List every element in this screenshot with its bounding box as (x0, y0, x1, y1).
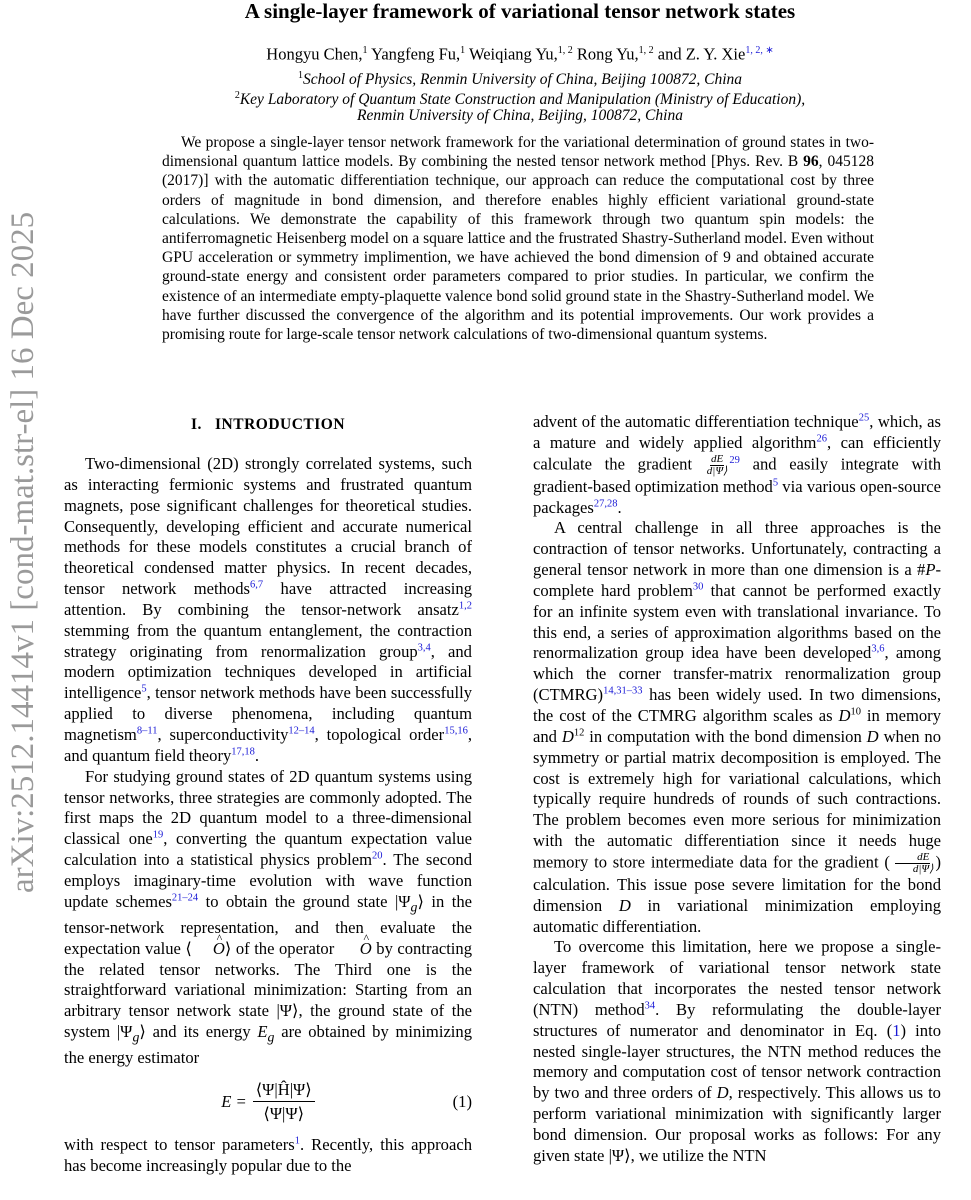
citation-link[interactable]: 3,6 (871, 643, 885, 655)
citation-link[interactable]: 5 (772, 477, 779, 489)
section-number: I. (190, 416, 202, 433)
math: ^ O (339, 939, 372, 960)
text: ⟩ in the tensor-network representation, and then evaluate the expectation value ⟨ (64, 891, 472, 958)
text: -complete hard problem (533, 560, 941, 600)
equation-numerator: ⟨Ψ|Ĥ|Ψ⟩ (253, 1080, 315, 1102)
affil-text: Renmin University of China, Beijing, 100872, China (357, 107, 683, 124)
text: . (617, 497, 622, 517)
text: advent of the automatic differentiation technique (533, 412, 859, 431)
equation-link[interactable]: 1 (892, 1020, 901, 1040)
affil-text: Key Laboratory of Quantum State Construction and Manipulation (Ministry of Education), (239, 91, 806, 109)
citation-link[interactable]: 25 (858, 412, 870, 424)
math: D (866, 726, 879, 746)
paragraph (64, 1135, 472, 1177)
equation-fraction (253, 1080, 315, 1124)
paragraph (64, 454, 472, 767)
citation-link[interactable]: 20 (372, 850, 383, 862)
math: d|Ψ⟩ (912, 862, 934, 875)
text: , and modern optimization techniques developed in artificial intelligence (64, 641, 472, 703)
author: Hongyu Chen, (266, 44, 363, 64)
paragraph (533, 518, 941, 937)
text: has been widely used. In two dimensions, the cost of the CTMRG algorithm scales as (533, 685, 941, 725)
author-affil-mark: 1 (362, 45, 368, 56)
abstract-text: We propose a single-layer tensor network framework for the variational determination of ground states in two-dimensional quantum lattice models. By combining the nested tensor network method [Phys. Rev. B (162, 134, 874, 171)
citation-link[interactable]: 34 (644, 1000, 656, 1012)
citation-link[interactable]: 3,4 (417, 642, 431, 654)
text: ⟩ of the operator (224, 938, 339, 958)
math: E (257, 1022, 268, 1042)
text: by contracting the related tensor networks. The Third one is the straightforward variational minimization: Starting from an arbitrary tensor network state |Ψ⟩, the ground state of the system |Ψ (64, 938, 473, 1042)
citation-link[interactable]: 8–11 (136, 725, 158, 737)
citation-link[interactable]: 5 (141, 683, 147, 695)
paragraph (533, 937, 941, 1166)
arxiv-identifier: arXiv:2512.14414v1 [cond-mat.str-el] 16 Dec 2025 (5, 211, 41, 893)
text: , respectively. This allows us to perform variational minimization with significantly larger bond dimension. Our proposal works as follows: For any given state |Ψ⟩, we utilize the NTN (533, 1083, 941, 1165)
text: ⟩ and its energy (139, 1022, 258, 1042)
citation-link[interactable]: 12–14 (288, 725, 315, 737)
section-heading (64, 415, 472, 435)
equation-1 (64, 1073, 472, 1131)
math: D (838, 705, 851, 725)
text: when no symmetry or partial matrix decomposition is employed. The cost is extremely high for variational calculations, which typically require hundreds of rounds of such contractions. The problem becomes even more serious for minimization with the automatic differentiation since it needs huge memory to store intermediate data for the gradient ( (533, 726, 942, 872)
text: . By reformulating the double-layer structures of numerator and denominator in Eq. ( (533, 999, 941, 1040)
abstract-volume: 96 (803, 153, 819, 171)
math: g (410, 899, 418, 915)
citation-link[interactable]: 26 (816, 433, 827, 445)
text: ) calculation. This issue pose severe limitation for the bond dimension (533, 852, 941, 915)
section-title: INTRODUCTION (215, 416, 346, 433)
math: 10 (850, 706, 861, 718)
left-column (64, 415, 472, 1177)
text: stemming from the quantum entanglement, the contraction strategy originating from renormalization group (64, 620, 472, 661)
text: , among which the corner transfer-matrix renormalization group (CTMRG) (533, 643, 941, 705)
text: that cannot be performed exactly for an infinite system even with translational invariance. To this end, a series of approximation algorithms based on the renormalization group idea have been developed (533, 580, 941, 663)
equation-number: (1) (452, 1091, 472, 1111)
affiliation-2-cont (80, 106, 960, 126)
math: g (132, 1029, 140, 1045)
gradient-fraction (707, 454, 728, 477)
authors-and: and (657, 44, 682, 64)
text: are obtained by minimizing the energy estimator (64, 1022, 473, 1068)
text: For studying ground states of 2D quantum systems using tensor networks, three strategies are commonly adopted. The first maps the 2D quantum model to a three-dimensional classical one (64, 766, 472, 849)
paper-title: A single-layer framework of variational tensor network states (244, 0, 796, 23)
affil-mark: 2 (234, 90, 240, 101)
author-affil-mark: 1 (460, 45, 466, 56)
equation-denominator: ⟨Ψ|Ψ⟩ (263, 1104, 305, 1124)
author: Weiqiang Yu, (468, 44, 558, 64)
text: A central challenge in all three approaches is the contraction of tensor networks. Unfortunately, contracting a general tensor network in more than one dimension is a # (533, 518, 941, 580)
math: g (267, 1029, 275, 1045)
right-column (533, 412, 941, 1167)
citation-link[interactable]: 21–24 (171, 892, 199, 904)
abstract-text: , 045128 (2017)] with the automatic differentiation technique, our approach can reduce the computational cost by three orders of magnitude in bond dimension, and therefore enables highly efficient variational ground-state calculations. We demonstrate the capability of this framework through two quantum spin models: the antiferromagnetic Heisenberg model on a square lattice and the frustrated Shastry-Sutherland model. Even without GPU acceleration or symmetry implimention, we have achieved the bond dimension of 9 and obtained accurate ground-state energy and consistent order parameters compared to prior studies. In particular, we confirm the existence of an intermediate empty-plaquette valence bond solid ground state in the Shastry-Sutherland model. We have further discussed the convergence of the algorithm and its potential improvements. Our work provides a promising route for large-scale tensor network calculations of two-dimensional quantum systems. (162, 153, 874, 344)
text: To overcome this limitation, here we propose a single-layer framework of variational tensor network state calculation that incorporates the nested tensor network (NTN) method (533, 937, 941, 1019)
text: , can efficiently calculate the gradient (533, 432, 941, 473)
text: via various open-source packages (533, 476, 941, 517)
text: . The second employs imaginary-time evolution with wave function update schemes (64, 850, 472, 911)
text: and easily integrate with gradient-based optimization method (533, 454, 941, 496)
text: . Recently, this approach has become increasingly popular due to the (64, 1135, 472, 1175)
text: to obtain the ground state |Ψ (198, 891, 411, 911)
abstract (162, 133, 874, 344)
text: in memory and (533, 705, 941, 746)
equation-lhs: E = (221, 1091, 247, 1111)
math: ^ O (192, 939, 225, 960)
citation-link[interactable]: 1,2 (458, 600, 472, 612)
author-affil-mark: 1, 2 (557, 45, 573, 56)
citation-link[interactable]: 29 (729, 454, 740, 466)
text: , topological order (314, 724, 445, 744)
affil-text: School of Physics, Renmin University of China, Beijing 100872, China (302, 71, 743, 89)
citation-link[interactable]: 15,16 (444, 725, 468, 737)
author-affil-mark: 1, 2 (638, 45, 654, 56)
author: Yangfeng Fu, (371, 44, 461, 64)
citation-link[interactable]: 6,7 (250, 579, 264, 591)
text: in variational minimization employing automatic differentiation. (533, 895, 941, 936)
math: D (561, 726, 574, 746)
gradient-fraction (892, 852, 934, 875)
author: Rong Yu, (576, 44, 639, 64)
citation-link[interactable]: 14,31–33 (603, 685, 643, 697)
math: 12 (573, 727, 585, 739)
text: have attracted increasing attention. By combining the tensor-network ansatz (64, 579, 472, 619)
text: , which, as a mature and widely applied algorithm (533, 412, 941, 452)
text: with respect to tensor parameters (64, 1135, 295, 1155)
text: Two-dimensional (2D) strongly correlated systems, such as interacting fermionic systems and frustrated quantum magnets, pose significant challenges for theoretical studies. Consequently, developing efficient and accurate numerical methods for these models constitutes a crucial branch of theoretical condensed matter physics. In recent decades, tensor network methods (64, 454, 472, 599)
math: d|Ψ⟩ (706, 464, 728, 477)
math: dE (895, 852, 930, 864)
text: ) into nested single-layer structures, the NTN method reduces the memory and computation cost of tensor network contraction by two and three orders of (533, 1020, 941, 1103)
paragraph (64, 767, 472, 1069)
citation-link[interactable]: 1 (294, 1135, 300, 1147)
paragraph (533, 412, 941, 518)
math: D (716, 1083, 729, 1103)
citation-link[interactable]: 30 (692, 581, 704, 593)
author: Z. Y. Xie (685, 44, 746, 64)
text: , tensor network methods have been successfully applied to diverse phenomena, including quantum magnetism (64, 683, 472, 744)
author-list (80, 40, 960, 66)
affil-mark: 1 (297, 70, 303, 81)
math: P (925, 560, 936, 580)
text: , and quantum field theory (64, 724, 472, 765)
text: in computation with the bond dimension (584, 726, 867, 746)
text: . (254, 745, 260, 765)
corresponding-author-mark[interactable]: 1, 2, ∗ (745, 45, 774, 56)
citation-link[interactable]: 27,28 (593, 498, 618, 509)
math: dE (710, 452, 724, 465)
citation-link[interactable]: 19 (152, 829, 164, 841)
citation-link[interactable]: 17,18 (231, 746, 255, 758)
text: , superconductivity (157, 724, 289, 744)
math: D (618, 895, 631, 915)
text: , converting the quantum expectation value calculation into a statistical physics problem (64, 829, 472, 870)
